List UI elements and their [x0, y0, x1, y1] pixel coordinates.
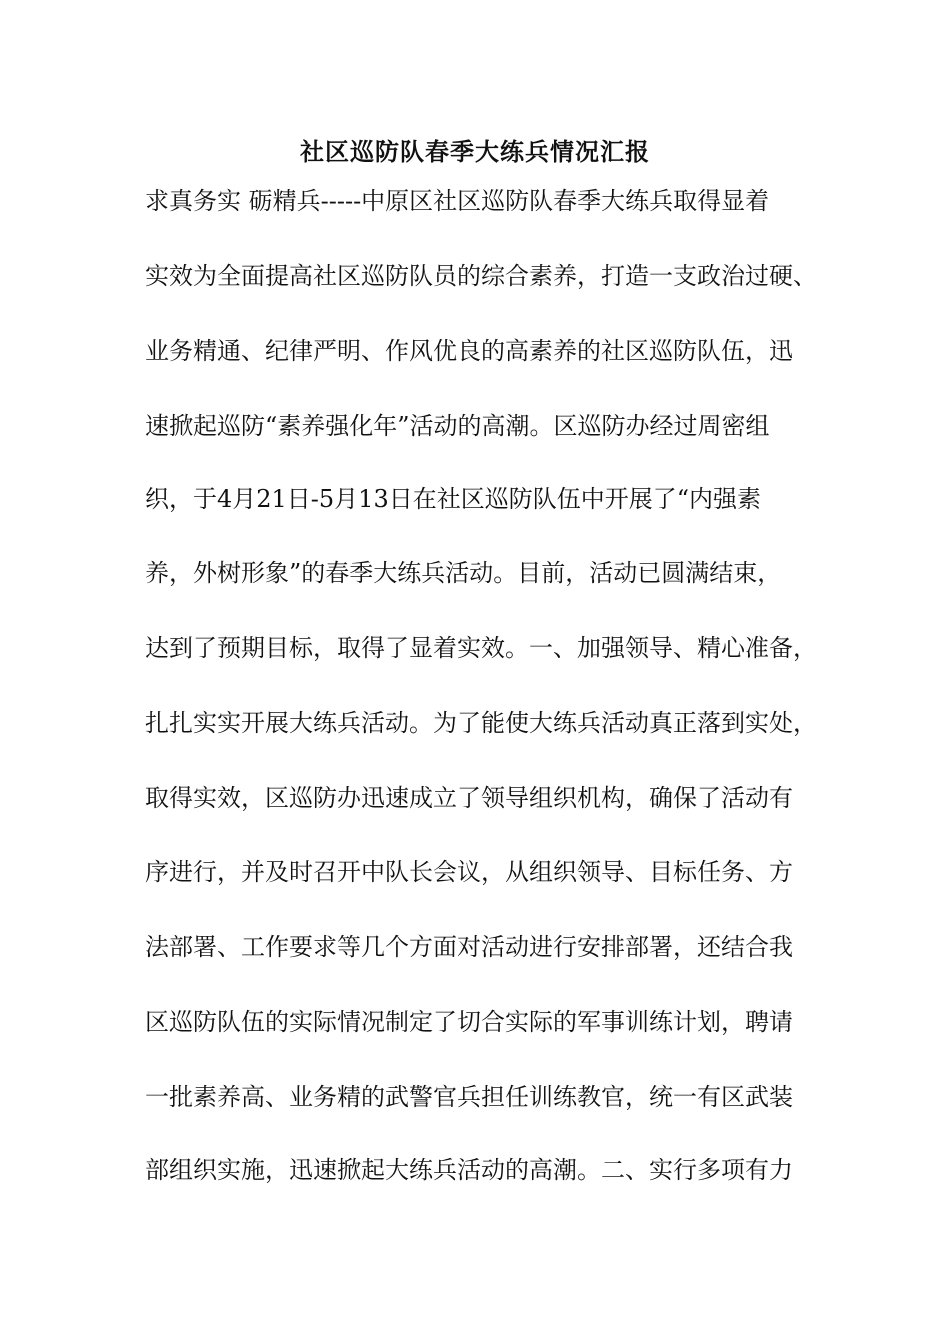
body-line-4: 速掀起巡防“素养强化年”活动的高潮。区巡防办经过周密组 — [145, 412, 770, 440]
body-line-8: 扎扎实实开展大练兵活动。为了能使大练兵活动真正落到实处， — [145, 709, 817, 737]
body-line-12: 区巡防队伍的实际情况制定了切合实际的军事训练计划，聘请 — [145, 1008, 793, 1036]
body-line-6: 养，外树形象”的春季大练兵活动。目前，活动已圆满结束， — [145, 559, 782, 587]
body-line-5: 织，于4月21日-5月13日在社区巡防队伍中开展了“内强素 — [145, 485, 761, 513]
body-line-9: 取得实效，区巡防办迅速成立了领导组织机构，确保了活动有 — [145, 784, 793, 812]
body-line-2: 实效为全面提高社区巡防队员的综合素养，打造一支政治过硬、 — [145, 262, 817, 290]
body-line-13: 一批素养高、业务精的武警官兵担任训练教官，统一有区武装 — [145, 1083, 793, 1111]
body-line-14: 部组织实施，迅速掀起大练兵活动的高潮。二、实行多项有力 — [145, 1156, 793, 1184]
body-line-10: 序进行，并及时召开中队长会议，从组织领导、目标任务、方 — [145, 858, 793, 886]
body-line-7: 达到了预期目标，取得了显着实效。一、加强领导、精心准备， — [145, 634, 817, 662]
body-line-11: 法部署、工作要求等几个方面对活动进行安排部署，还结合我 — [145, 933, 793, 961]
body-line-3: 业务精通、纪律严明、作风优良的高素养的社区巡防队伍，迅 — [145, 337, 793, 365]
body-line-1: 求真务实 砺精兵-----中原区社区巡防队春季大练兵取得显着 — [145, 187, 770, 215]
document-title: 社区巡防队春季大练兵情况汇报 — [300, 137, 650, 166]
